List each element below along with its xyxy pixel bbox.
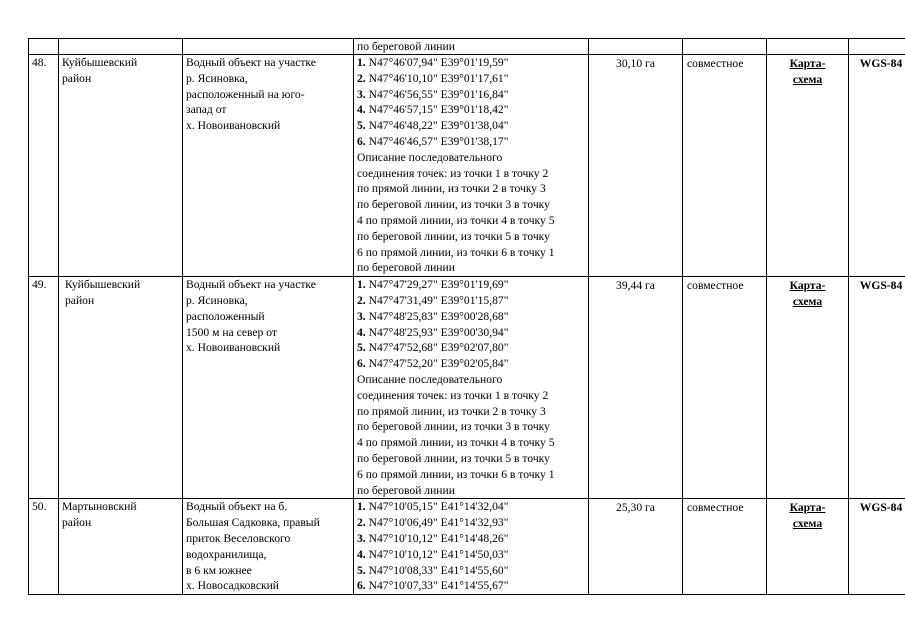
object-cell xyxy=(183,55,354,277)
ownership-cell xyxy=(683,277,767,499)
object-line: расположенный xyxy=(186,309,265,323)
point-number: 5. xyxy=(357,341,366,355)
area-value: 25,30 га xyxy=(616,501,655,515)
coord-system-value: WGS-84 xyxy=(859,501,903,515)
point-coords: N47°46'57,15" E39°01'18,42" xyxy=(368,103,509,117)
water-objects-table xyxy=(28,38,905,595)
object-line: приток Веселовского xyxy=(186,531,291,545)
description-line: по береговой линии xyxy=(357,483,455,497)
point-coords: N47°10'07,33" E41°14'55,67" xyxy=(368,579,509,593)
point-coords: N47°47'52,68" E39°02'07,80" xyxy=(368,341,509,355)
point-line xyxy=(357,102,585,118)
point-number: 5. xyxy=(357,119,366,133)
object-line: водохранилища, xyxy=(186,547,267,561)
cont-map-cell xyxy=(767,39,849,55)
point-coords: N47°10'10,12" E41°14'50,03" xyxy=(368,547,509,561)
row-number xyxy=(29,277,59,499)
coord-system-value: WGS-84 xyxy=(859,279,903,293)
object-line: запад от xyxy=(186,103,227,117)
point-line xyxy=(357,356,585,372)
district-cell xyxy=(59,55,183,277)
point-coords: N47°10'05,15" E41°14'32,04" xyxy=(368,500,509,514)
object-line: 1500 м на север от xyxy=(186,325,277,339)
point-coords: N47°46'46,57" E39°01'38,17" xyxy=(368,134,509,148)
description-line: соединения точек: из точки 1 в точку 2 xyxy=(357,388,549,402)
point-coords: N47°46'07,94" E39°01'19,59" xyxy=(368,56,509,69)
point-number: 1. xyxy=(357,56,366,69)
point-line xyxy=(357,499,585,515)
coordinates-cell xyxy=(354,55,589,277)
district-cell xyxy=(59,277,183,499)
point-number: 6. xyxy=(357,134,366,148)
point-coords: N47°47'52,20" E39°02'05,84" xyxy=(368,357,509,371)
point-coords: N47°46'10,10" E39°01'17,61" xyxy=(368,71,509,85)
point-line xyxy=(357,55,585,71)
object-line: расположенный на юго- xyxy=(186,87,305,101)
object-line: в 6 км южнее xyxy=(186,563,252,577)
map-scheme-link[interactable] xyxy=(770,500,845,532)
point-number: 3. xyxy=(357,87,366,101)
description-line: по прямой линии, из точки 2 в точку 3 xyxy=(357,404,546,418)
cont-object-cell xyxy=(183,39,354,55)
area-cell xyxy=(589,277,683,499)
point-coords: N47°10'08,33" E41°14'55,60" xyxy=(368,563,509,577)
map-link-line: схема xyxy=(792,517,823,531)
map-scheme-link[interactable] xyxy=(770,56,845,88)
cont-system-cell xyxy=(849,39,905,55)
point-number: 2. xyxy=(357,293,366,307)
description-line: по береговой линии, из точки 3 в точку xyxy=(357,420,550,434)
point-line xyxy=(357,118,585,134)
district-line: район xyxy=(62,516,92,530)
object-line: р. Ясиновка, xyxy=(186,293,248,307)
description-line: по береговой линии, из точки 5 в точку xyxy=(357,229,550,243)
point-number: 1. xyxy=(357,278,366,292)
cont-num-cell xyxy=(29,39,59,55)
point-line xyxy=(357,340,585,356)
map-scheme-link[interactable] xyxy=(770,278,845,310)
coordinates-cell xyxy=(354,277,589,499)
continuation-row xyxy=(29,39,905,55)
point-number: 3. xyxy=(357,531,366,545)
point-line xyxy=(357,277,585,293)
point-line xyxy=(357,71,585,87)
map-cell xyxy=(767,499,849,595)
ownership-value: совместное xyxy=(687,57,744,70)
point-number: 2. xyxy=(357,516,366,530)
map-link-line: схема xyxy=(792,294,823,308)
cont-description-cell xyxy=(354,39,589,55)
object-line: р. Ясиновка, xyxy=(186,71,248,85)
description-tail: по береговой линии xyxy=(357,40,455,53)
coord-system-value: WGS-84 xyxy=(859,57,903,70)
description-line: по береговой линии, из точки 5 в точку xyxy=(357,451,550,465)
cont-ownership-cell xyxy=(683,39,767,55)
coord-system-cell xyxy=(849,277,905,499)
point-number: 2. xyxy=(357,71,366,85)
ownership-value: совместное xyxy=(687,279,744,293)
description-line: 4 по прямой линии, из точки 4 в точку 5 xyxy=(357,436,555,450)
coord-system-cell xyxy=(849,55,905,277)
point-number: 4. xyxy=(357,103,366,117)
table-row xyxy=(29,277,905,499)
map-link-line: Карта- xyxy=(789,57,826,70)
object-line: Большая Садковка, правый xyxy=(186,516,320,530)
point-line xyxy=(357,325,585,341)
object-line: х. Новоивановский xyxy=(186,119,281,133)
object-line: Водный объект на б. xyxy=(186,500,288,514)
table-row xyxy=(29,499,905,595)
object-line: Водный объект на участке xyxy=(186,56,316,69)
area-cell xyxy=(589,55,683,277)
district-cell xyxy=(59,499,183,595)
point-coords: N47°46'48,22" E39°01'38,04" xyxy=(368,119,509,133)
point-coords: N47°48'25,83" E39°00'28,68" xyxy=(368,309,509,323)
point-coords: N47°47'31,49" E39°01'15,87" xyxy=(368,293,509,307)
point-line xyxy=(357,563,585,579)
point-number: 6. xyxy=(357,357,366,371)
description-line: 6 по прямой линии, из точки 6 в точку 1 xyxy=(357,245,555,259)
point-line xyxy=(357,547,585,563)
map-link-line: Карта- xyxy=(789,279,826,293)
description-line: 4 по прямой линии, из точки 4 в точку 5 xyxy=(357,213,555,227)
object-line: х. Новоивановский xyxy=(186,341,281,355)
area-value: 30,10 га xyxy=(616,57,655,70)
point-line xyxy=(357,578,585,594)
district-line: район xyxy=(65,293,95,307)
row-number xyxy=(29,55,59,277)
object-line: Водный объект на участке xyxy=(186,278,316,292)
description-line: по прямой линии, из точки 2 в точку 3 xyxy=(357,182,546,196)
point-line xyxy=(357,87,585,103)
point-number: 3. xyxy=(357,309,366,323)
cont-area-cell xyxy=(589,39,683,55)
ownership-value: совместное xyxy=(687,501,744,515)
point-line xyxy=(357,309,585,325)
cont-district-cell xyxy=(59,39,183,55)
coordinates-cell xyxy=(354,499,589,595)
point-number: 4. xyxy=(357,325,366,339)
map-link-line: Карта- xyxy=(789,501,826,515)
district-line: Куйбышевский xyxy=(65,278,141,292)
district-line: район xyxy=(62,71,92,85)
point-coords: N47°10'06,49" E41°14'32,93" xyxy=(368,516,509,530)
area-cell xyxy=(589,499,683,595)
map-cell xyxy=(767,277,849,499)
row-number-text: 48. xyxy=(32,56,47,69)
row-number-text: 50. xyxy=(32,500,47,514)
point-coords: N47°47'29,27" E39°01'19,69" xyxy=(368,278,509,292)
object-cell xyxy=(183,499,354,595)
row-number xyxy=(29,499,59,595)
table-row xyxy=(29,55,905,277)
map-link-line: схема xyxy=(792,72,823,86)
ownership-cell xyxy=(683,499,767,595)
point-number: 5. xyxy=(357,563,366,577)
point-line xyxy=(357,134,585,150)
point-line xyxy=(357,293,585,309)
description-line: соединения точек: из точки 1 в точку 2 xyxy=(357,166,549,180)
object-line: х. Новосадковский xyxy=(186,579,280,593)
description-line: Описание последовательного xyxy=(357,150,503,164)
description-line: по береговой линии xyxy=(357,261,455,275)
object-cell xyxy=(183,277,354,499)
point-line xyxy=(357,531,585,547)
point-number: 1. xyxy=(357,500,366,514)
coord-system-cell xyxy=(849,499,905,595)
description-line: 6 по прямой линии, из точки 6 в точку 1 xyxy=(357,467,555,481)
description-line: Описание последовательного xyxy=(357,372,503,386)
point-coords: N47°48'25,93" E39°00'30,94" xyxy=(368,325,509,339)
point-number: 4. xyxy=(357,547,366,561)
row-number-text: 49. xyxy=(32,278,47,292)
district-line: Мартыновский xyxy=(62,500,137,514)
description-line: по береговой линии, из точки 3 в точку xyxy=(357,198,550,212)
point-coords: N47°10'10,12" E41°14'48,26" xyxy=(368,531,509,545)
point-coords: N47°46'56,55" E39°01'16,84" xyxy=(368,87,509,101)
point-line xyxy=(357,515,585,531)
point-number: 6. xyxy=(357,579,366,593)
area-value: 39,44 га xyxy=(616,279,655,293)
ownership-cell xyxy=(683,55,767,277)
district-line: Куйбышевский xyxy=(62,56,138,69)
map-cell xyxy=(767,55,849,277)
